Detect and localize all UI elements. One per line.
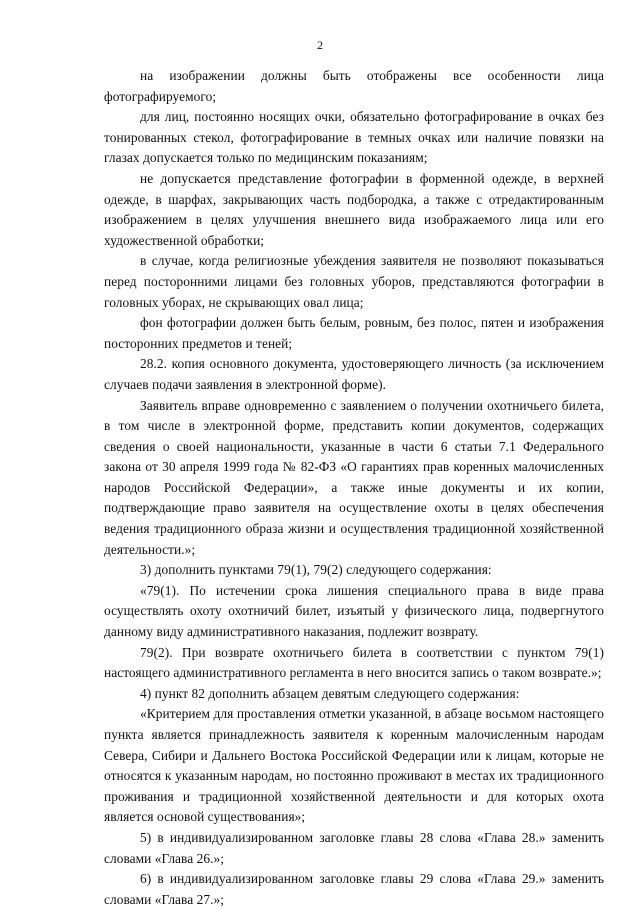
page-number: 2 [317,38,323,52]
paragraph-79-2: 79(2). При возврате охотничьего билета в соответствии с пунктом 79(1) настоящего административного регламента в него вносится запись о таком возврате.»; [104,644,604,681]
paragraph-photo-features: на изображении должны быть отображены все особенности лица фотографируемого; [104,68,604,104]
paragraph-applicant-rights: Заявитель вправе одновременно с заявлением о получении охотничьего билета, в том числе в электронной форме, представить копии документов, содержащих сведения о своей национальности, указанные в части 6 статьи 7.1 Федерального закона от 30 апреля 1999 года № 82-ФЗ «О гарантиях прав коренных малочисленных народов Российской Федерации», а также иные документы и их копии, подтверждающие право заявителя на осуществление охоты в целях обеспечения ведения традиционного образа жизни и осуществления традиционной хозяйственной деятельности.»; [104,397,604,557]
paragraph-item-5: 5) в индивидуализированном заголовке главы 28 слова «Глава 28.» заменить словами «Глава 26.»; [104,829,604,866]
paragraph-religious-headwear: в случае, когда религиозные убеждения заявителя не позволяют показываться перед посторонними лицами без головных уборов, представляются фотографии в головных уборах, не скрывающих овал лица; [104,253,604,310]
paragraph-item-6: 6) в индивидуализированном заголовке главы 29 слова «Глава 29.» заменить словами «Глава 27.»; [104,871,604,907]
paragraph-clothing: не допускается представление фотографии в форменной одежде, в верхней одежде, в шарфах, закрывающих часть подбородка, а также с отредактированным изображением в целях улучшения внешнего вида изображаемого лица или его художественной обработки; [104,170,604,248]
paragraph-photo-background: фон фотографии должен быть белым, ровным, без полос, пятен и изображения посторонних предметов и теней; [104,315,604,351]
paragraph-item-3: 3) дополнить пунктами 79(1), 79(2) следующего содержания: [140,562,492,578]
paragraph-criterion: «Критерием для проставления отметки указанной, в абзаце восьмом настоящего пункта является принадлежность заявителя к коренным малочисленным народам Севера, Сибири и Дальнего Востока Российской Федерации или к лицам, которые не относятся к указанным народам, но постоянно проживают в местах их традиционного проживания и традиционной хозяйственной деятельности и для которых охота является основой существования»; [104,706,604,825]
paragraph-item-4: 4) пункт 82 дополнить абзацем девятым следующего содержания: [140,685,520,701]
document-body [104,66,604,910]
paragraph-28-2: 28.2. копия основного документа, удостоверяющего личность (за исключением случаев подачи заявления в электронной форме). [104,356,604,392]
paragraph-glasses: для лиц, постоянно носящих очки, обязательно фотографирование в очках без тонированных стекол, фотографирование в темных очках или наличие повязки на глазах допускается только по медицинским показаниям; [104,109,604,166]
paragraph-79-1: «79(1). По истечении срока лишения специального права в виде права осуществлять охоту охотничий билет, изъятый у физического лица, подвергнутого данному виду административного наказания, подлежит возврату. [104,582,604,640]
